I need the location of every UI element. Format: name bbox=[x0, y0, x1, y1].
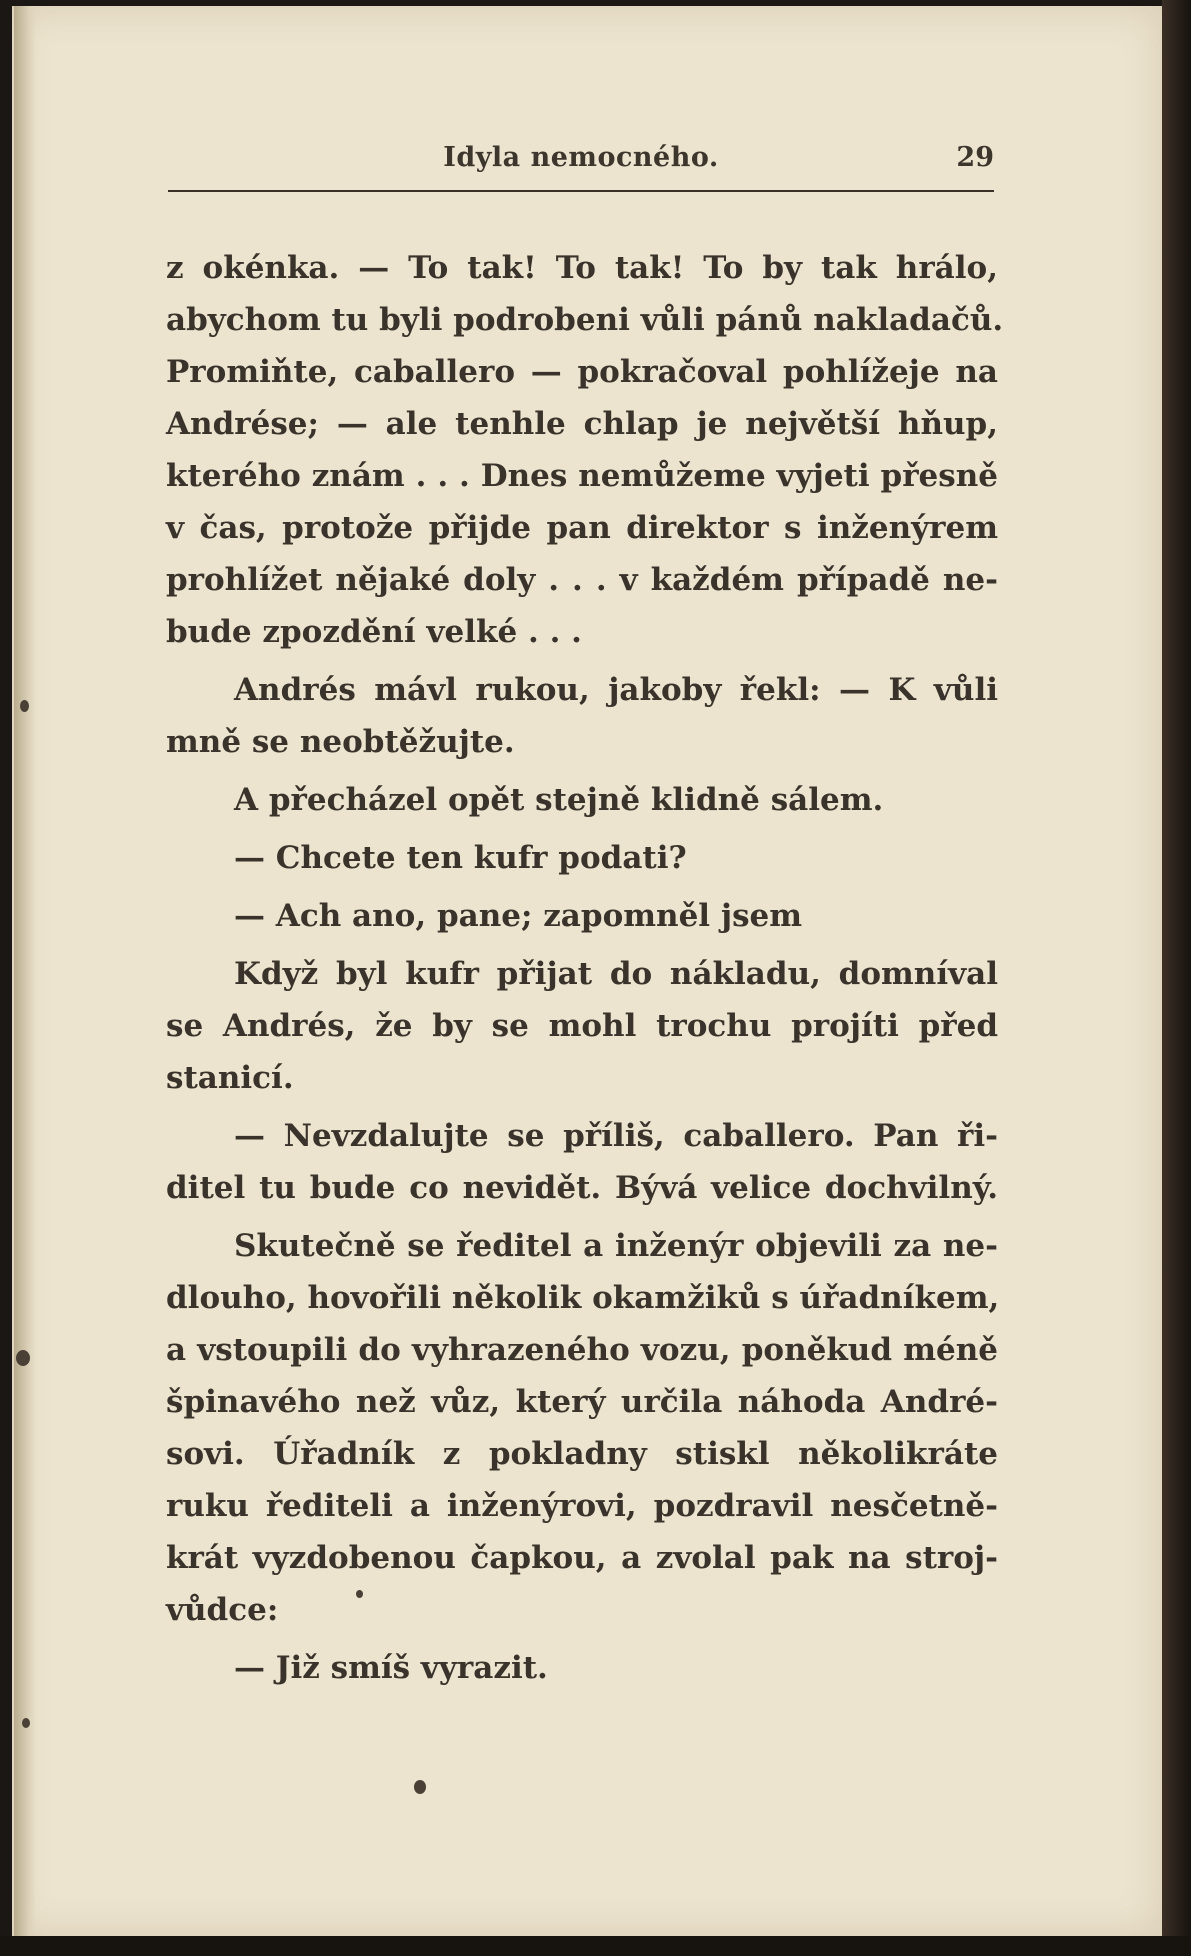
page-edge-bottom bbox=[0, 1936, 1191, 1956]
scan-speck bbox=[414, 1780, 426, 1794]
running-header bbox=[168, 138, 994, 192]
text-line: — Ach ano, pane; zapomněl jsem bbox=[234, 898, 803, 934]
scan-speck bbox=[22, 1718, 30, 1728]
text-line: ruku řediteli a inženýrovi, pozdravil nesčetně- bbox=[166, 1488, 998, 1524]
text-line: Když byl kufr přijat do nákladu, domníval bbox=[234, 956, 998, 992]
text-line: vůdce: bbox=[166, 1592, 279, 1628]
text-line: Andrés mávl rukou, jakoby řekl: — K vůli bbox=[234, 672, 998, 708]
text-line: ditel tu bude co nevidět. Bývá velice dochvilný. bbox=[166, 1170, 998, 1206]
scan-speck bbox=[16, 1350, 30, 1366]
text-line: kterého znám . . . Dnes nemůžeme vyjeti přesně bbox=[166, 458, 998, 494]
page-number: 29 bbox=[956, 142, 994, 173]
text-line: Skutečně se ředitel a inženýr objevili za ne- bbox=[234, 1228, 998, 1264]
text-line: a vstoupili do vyhrazeného vozu, poněkud méně bbox=[166, 1332, 998, 1368]
body-text bbox=[166, 242, 1004, 1694]
text-line: špinavého než vůz, který určila náhoda André- bbox=[166, 1384, 998, 1420]
text-line: v čas, protože přijde pan direktor s inženýrem bbox=[166, 510, 998, 546]
text-line: prohlížet nějaké doly . . . v každém případě ne- bbox=[166, 562, 998, 598]
text-line: — Již smíš vyrazit. bbox=[234, 1650, 548, 1686]
text-line: A přecházel opět stejně klidně sálem. bbox=[234, 782, 884, 818]
text-line: dlouho, hovořili několik okamžiků s úřadníkem, bbox=[166, 1280, 1000, 1316]
text-line: mně se neobtěžujte. bbox=[166, 724, 515, 760]
text-line: z okénka. — To tak! To tak! To by tak hrálo, bbox=[166, 250, 998, 286]
scan-speck bbox=[20, 700, 29, 712]
text-line: — Chcete ten kufr podati? bbox=[234, 840, 687, 876]
running-title: Idyla nemocného. bbox=[443, 142, 719, 173]
text-line: — Nevzdalujte se příliš, caballero. Pan ři- bbox=[234, 1118, 998, 1154]
page-edge-right bbox=[1162, 0, 1191, 1956]
text-line: krát vyzdobenou čapkou, a zvolal pak na stroj- bbox=[166, 1540, 998, 1576]
scan-speck bbox=[356, 1590, 363, 1598]
text-line: sovi. Úřadník z pokladny stiskl několikráte bbox=[166, 1436, 998, 1472]
text-line: stanicí. bbox=[166, 1060, 294, 1096]
text-line: se Andrés, že by se mohl trochu projíti před bbox=[166, 1008, 998, 1044]
page-gutter-shadow bbox=[14, 6, 36, 1936]
text-line: bude zpozdění velké . . . bbox=[166, 614, 582, 650]
text-line: abychom tu byli podrobeni vůli pánů nakladačů. bbox=[166, 302, 1004, 338]
text-line: Andrése; — ale tenhle chlap je největší hňup, bbox=[166, 406, 998, 442]
text-line: Promiňte, caballero — pokračoval pohlížeje na bbox=[166, 354, 998, 390]
